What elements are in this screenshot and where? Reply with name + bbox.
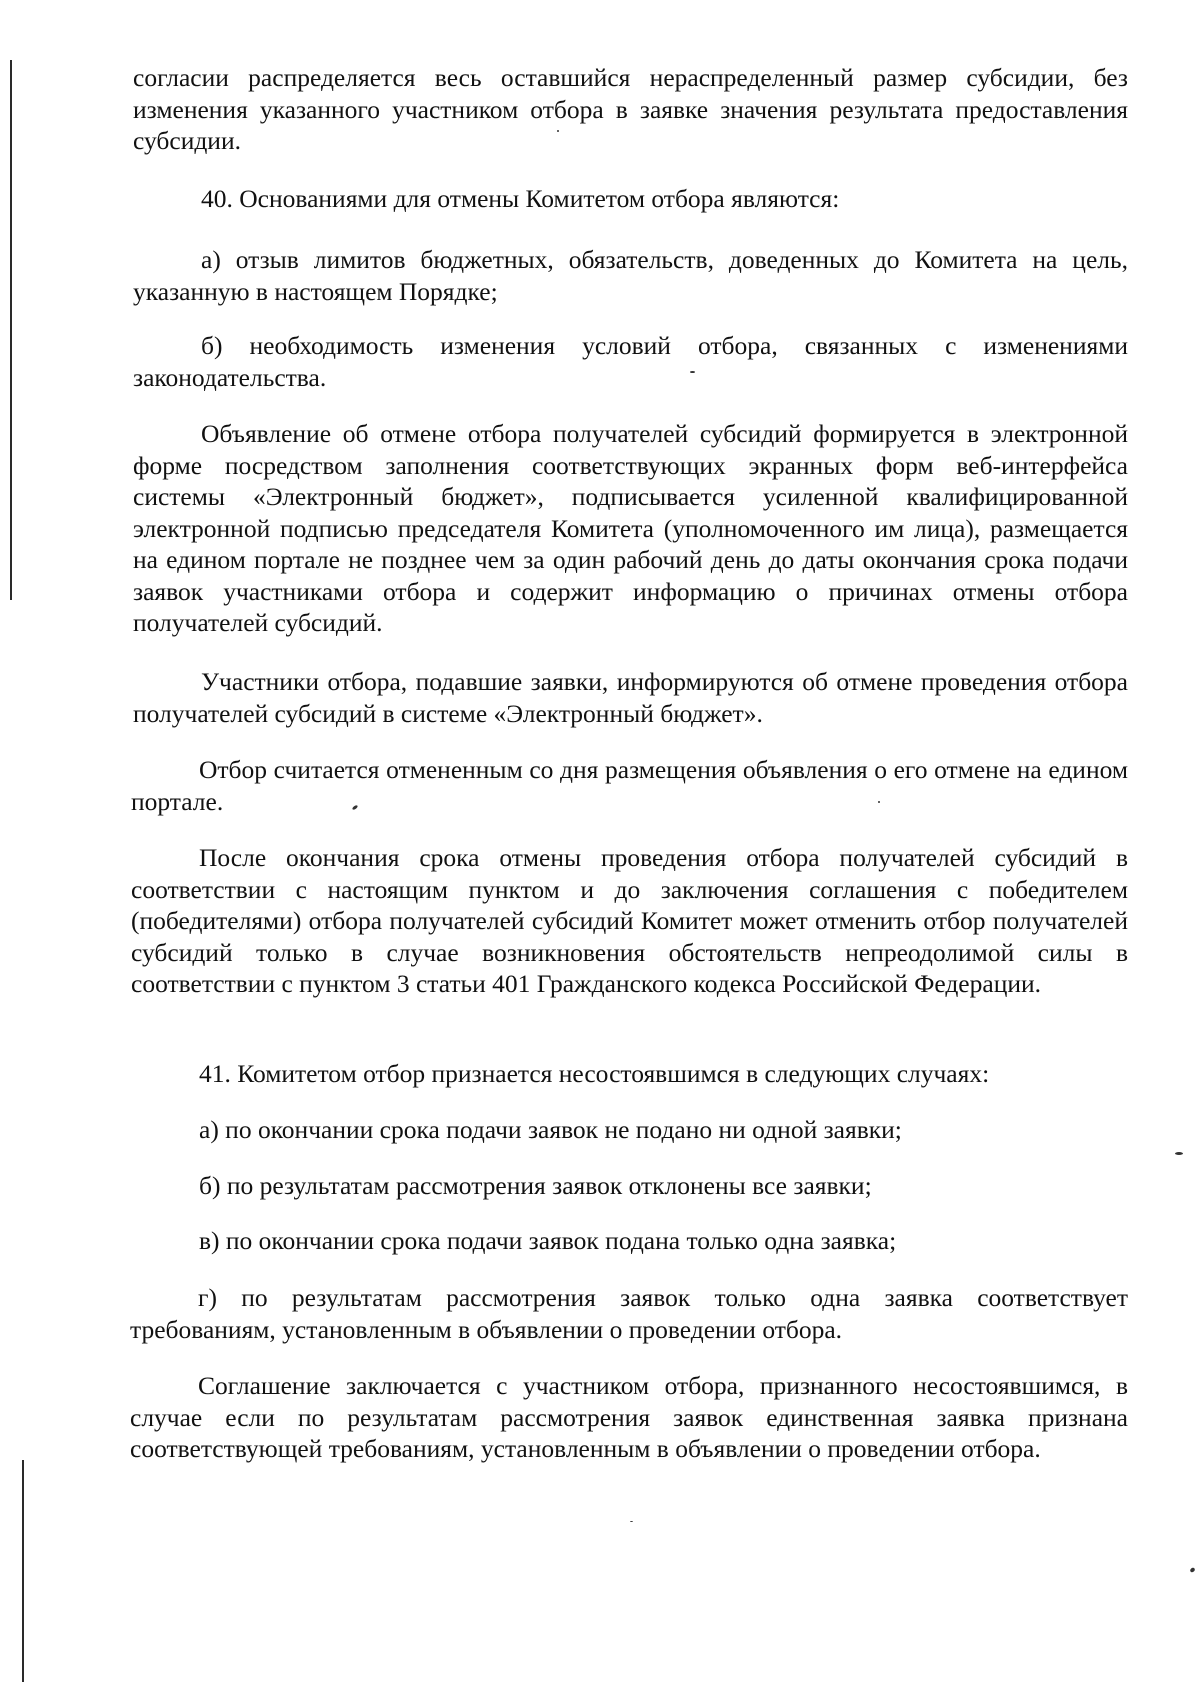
scan-edge-line <box>22 1460 24 1682</box>
agreement-paragraph: Соглашение заключается с участником отбора, признанного несостоявшимся, в случае если по результатам рассмотрения заявок единственная заявка признана соответствующей требованиям, установленным в объявлении о проведении отбора. <box>130 1371 1128 1463</box>
clause-40-heading: 40. Основаниями для отмены Комитетом отбора являются: <box>201 184 840 213</box>
clause-41-item-b: б) по результатам рассмотрения заявок отклонены все заявки; <box>199 1171 872 1200</box>
scan-speck <box>630 1521 633 1522</box>
cancellation-effective-paragraph: Отбор считается отмененным со дня размещения объявления о его отмене на едином портале. <box>131 755 1128 816</box>
clause-41-item-d: г) по результатам рассмотрения заявок только одна заявка соответствует требованиям, установленным в объявлении о проведении отбора. <box>130 1283 1128 1344</box>
clause-40-item-b: б) необходимость изменения условий отбора, связанных с изменениями законодательства. <box>133 331 1128 392</box>
clause-41-item-c: в) по окончании срока подачи заявок подана только одна заявка; <box>199 1226 897 1255</box>
scan-edge-line <box>10 60 12 600</box>
cancellation-announcement-paragraph: Объявление об отмене отбора получателей субсидий формируется в электронной форме посредством заполнения соответствующих экранных форм веб-интерфейса системы «Электронный бюджет», подписывается усиленной квалифицированной электронной подписью председателя Комитета (уполномоченного им лица), размещается на едином портале не позднее чем за один рабочий день до даты окончания срока подачи заявок участниками отбора и содержит информацию о причинах отмены отбора получателей субсидий. <box>133 419 1128 637</box>
force-majeure-paragraph: После окончания срока отмены проведения отбора получателей субсидий в соответствии с настоящим пунктом и до заключения соглашения с победителем (победителями) отбора получателей субсидий Комитет может отменить отбор получателей субсидий только в случае возникновения обстоятельств непреодолимой силы в соответствии с пунктом 3 статьи 401 Гражданского кодекса Российской Федерации. <box>131 843 1128 998</box>
scan-speck <box>1189 1567 1195 1573</box>
clause-41-heading: 41. Комитетом отбор признается несостоявшимся в следующих случаях: <box>199 1059 990 1088</box>
paragraph-continuation: согласии распределяется весь оставшийся нераспределенный размер субсидии, без изменения указанного участником отбора в заявке значения результата предоставления субсидии. <box>133 63 1128 155</box>
participants-notification-paragraph: Участники отбора, подавшие заявки, информируются об отмене проведения отбора получателей субсидий в системе «Электронный бюджет». <box>133 667 1128 728</box>
scan-speck <box>1175 1152 1183 1155</box>
clause-40-item-a: а) отзыв лимитов бюджетных, обязательств, доведенных до Комитета на цель, указанную в настоящем Порядке; <box>133 245 1128 306</box>
clause-41-item-a: а) по окончании срока подачи заявок не подано ни одной заявки; <box>199 1115 902 1144</box>
